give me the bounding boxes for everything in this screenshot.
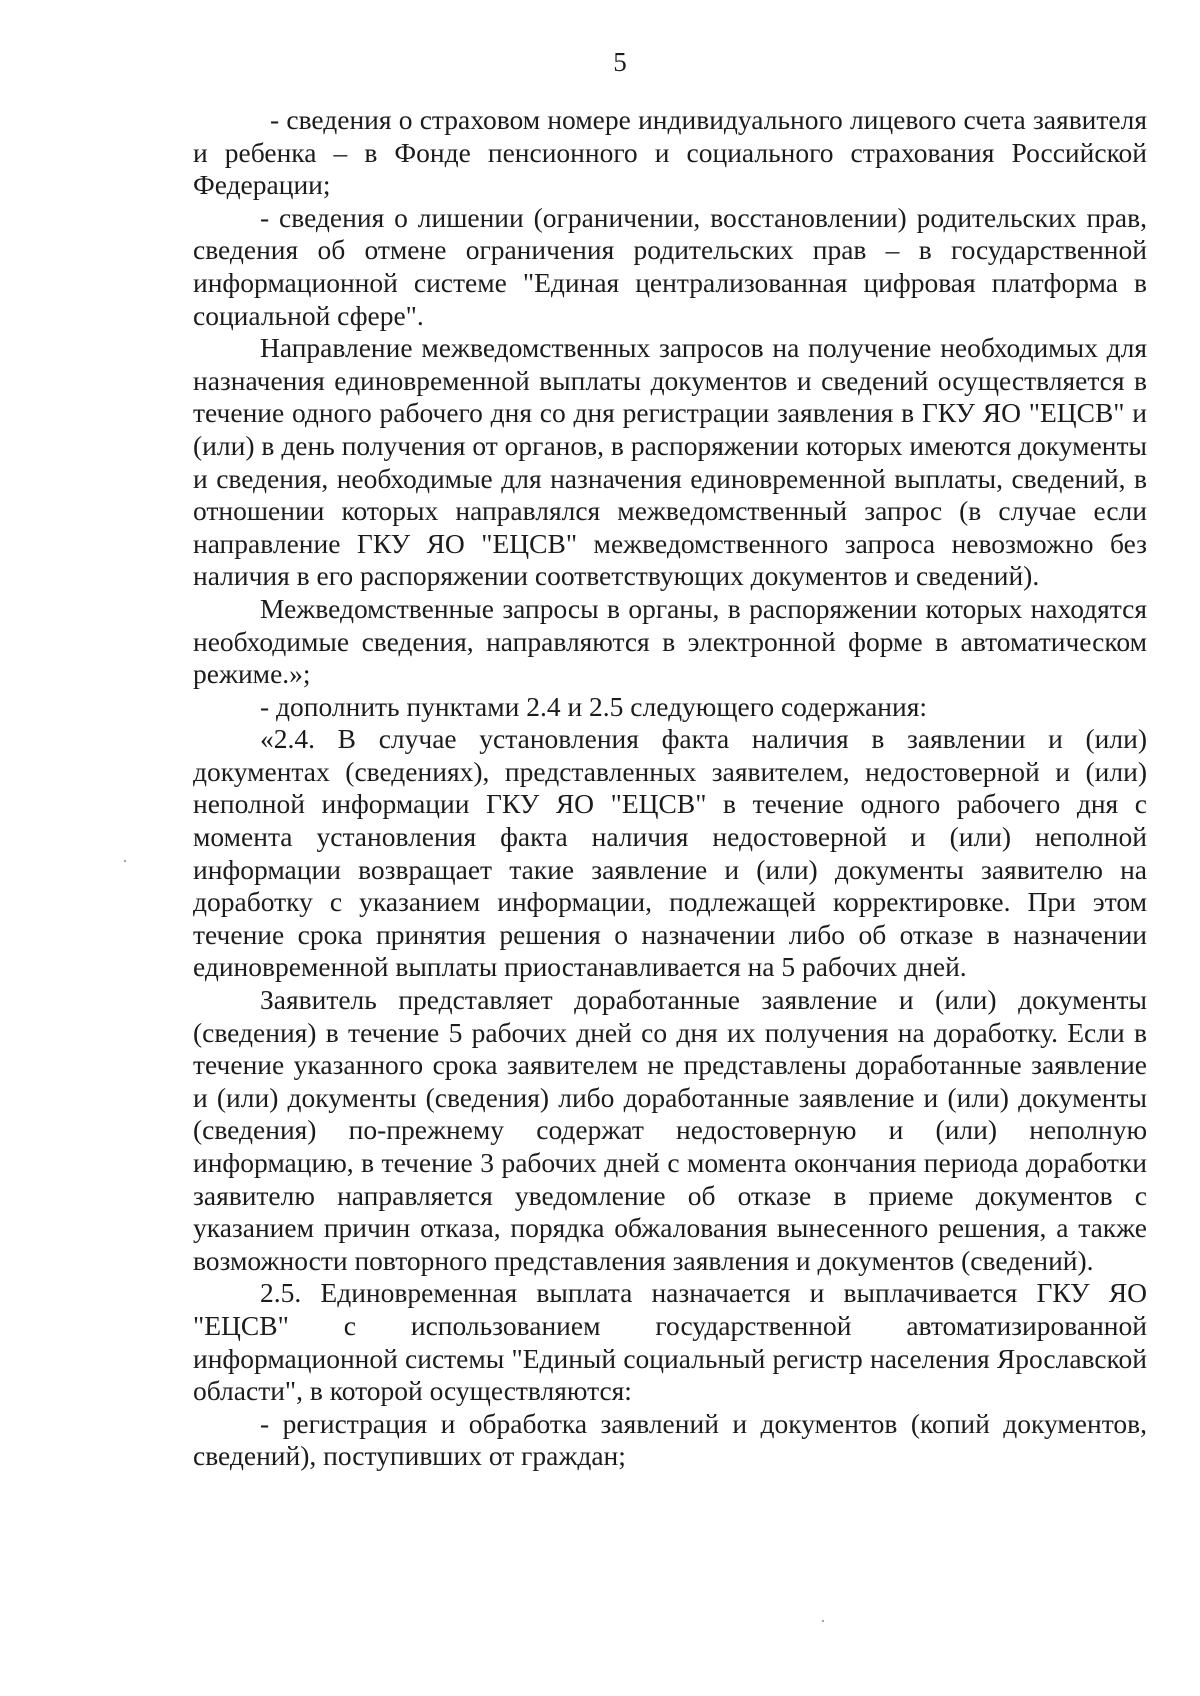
paragraph-interagency-requests: Направление межведомственных запросов на получение необходимых для назначения единовременной выплаты документов и сведений осуществляется в течение одного рабочего дня со дня регистрации заявления в ГКУ ЯО "ЕЦСВ" и (или) в день получения от органов, в распоряжении которых имеются документы и сведения, необходимые для назначения единовременной выплаты, сведений, в отношении которых направлялся межведомственный запрос (в случае если направление ГКУ ЯО "ЕЦСВ" межведомственного запроса невозможно без наличия в его распоряжении соответствующих документов и сведений). bbox=[193, 332, 1147, 592]
paragraph-applicant-rework: Заявитель представляет доработанные заявление и (или) документы (сведения) в течение 5 рабочих дней со дня их получения на доработку. Если в течение указанного срока заявителем не представлены доработанные заявление и (или) документы (сведения) либо доработанные заявление и (или) документы (сведения) по-прежнему содержат недостоверную и (или) неполную информацию, в течение 3 рабочих дней с момента окончания периода доработки заявителю направляется уведомление об отказе в приеме документов с указанием причин отказа, порядка обжалования вынесенного решения, а также возможности повторного представления заявления и документов (сведений). bbox=[193, 984, 1147, 1276]
paragraph-clause-2-4: «2.4. В случае установления факта наличия в заявлении и (или) документах (сведениях), представленных заявителем, недостоверной и (или) неполной информации ГКУ ЯО "ЕЦСВ" в течение одного рабочего дня с момента установления факта наличия недостоверной и (или) неполной информации возвращает такие заявление и (или) документы заявителю на доработку с указанием информации, подлежащей корректировке. При этом течение срока принятия решения о назначении либо об отказе в назначении единовременной выплаты приостанавливается на 5 рабочих дней. bbox=[193, 723, 1147, 983]
page-number: 5 bbox=[613, 47, 627, 77]
scan-speck bbox=[822, 1620, 824, 1622]
paragraph-electronic-requests: Межведомственные запросы в органы, в распоряжении которых находятся необходимые сведения, направляются в электронной форме в автоматическом режиме.»; bbox=[193, 592, 1147, 690]
paragraph-insurance-number: - сведения о страховом номере индивидуального лицевого счета заявителя и ребенка – в Фонде пенсионного и социального страхования Российской Федерации; bbox=[193, 104, 1147, 201]
scan-speck bbox=[124, 860, 126, 862]
paragraph-registration-list-item: - регистрация и обработка заявлений и документов (копий документов, сведений), поступивших от граждан; bbox=[193, 1407, 1147, 1472]
paragraph-clause-2-5: 2.5. Единовременная выплата назначается и выплачивается ГКУ ЯО "ЕЦСВ" с использованием государственной автоматизированной информационной системы "Единый социальный регистр населения Ярославской области", в которой осуществляются: bbox=[193, 1277, 1147, 1407]
document-body bbox=[193, 104, 1147, 1473]
paragraph-parental-rights: - сведения о лишении (ограничении, восстановлении) родительских прав, сведения об отмене ограничения родительских прав – в государственной информационной системе "Единая централизованная цифровая платформа в социальной сфере". bbox=[193, 201, 1147, 331]
paragraph-amendment-intro: - дополнить пунктами 2.4 и 2.5 следующего содержания: bbox=[260, 690, 927, 722]
